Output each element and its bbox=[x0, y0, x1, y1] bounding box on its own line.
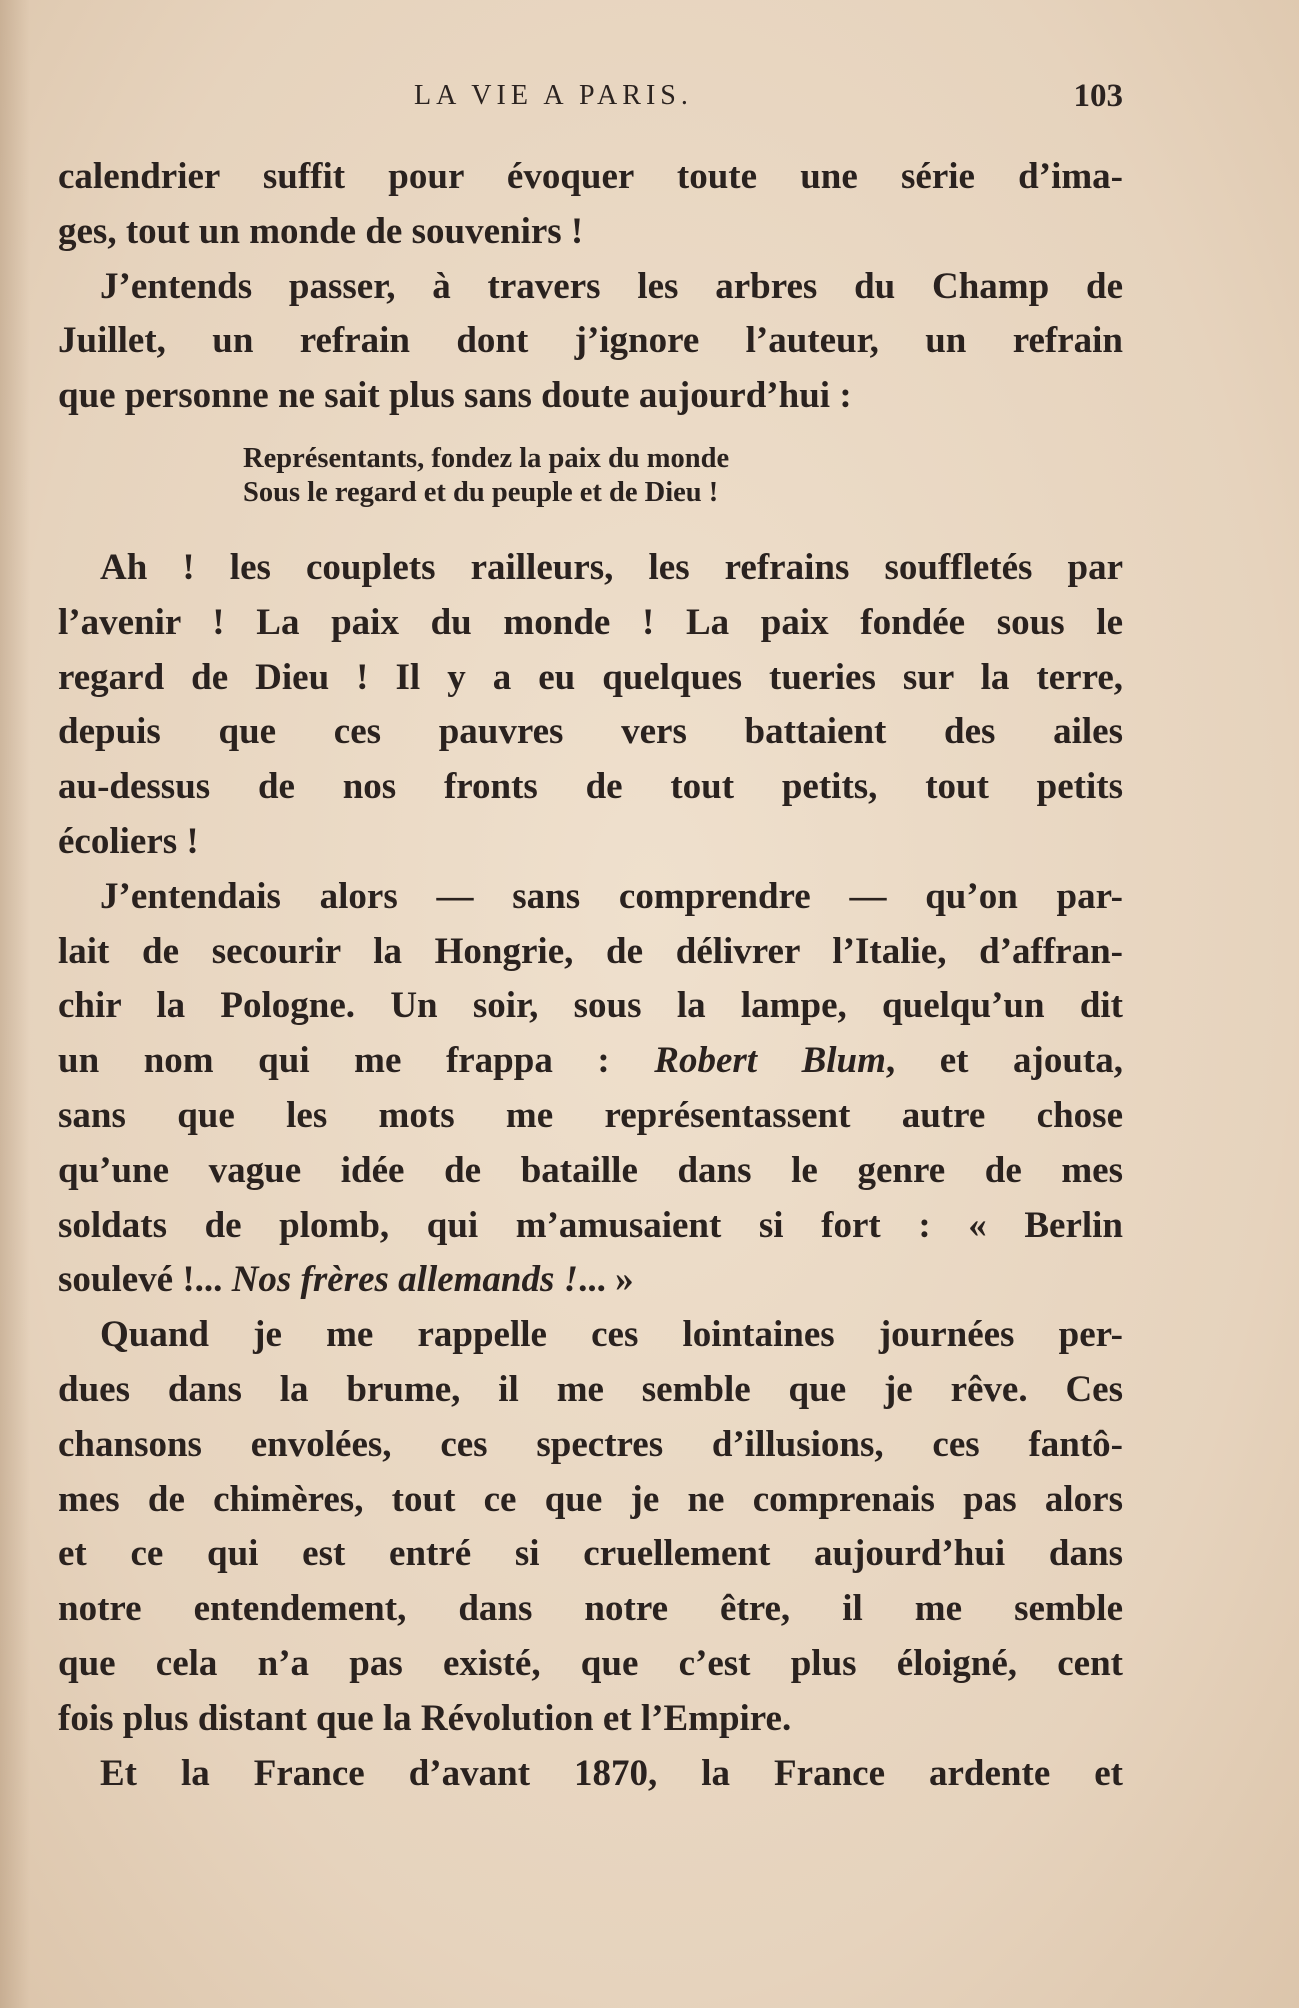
text-line: Et la France d’avant 1870, la France ardente et bbox=[100, 1752, 1123, 1794]
text-line: J’entends passer, à travers les arbres du Champ de bbox=[100, 265, 1123, 307]
text-line: soldats de plomb, qui m’amusaient si fort : « Berlin bbox=[58, 1204, 1123, 1246]
italic-quote: Nos frères allemands ! bbox=[231, 1259, 579, 1301]
text-line: qu’une vague idée de bataille dans le genre de mes bbox=[58, 1149, 1123, 1191]
text-line: et ce qui est entré si cruellement aujourd’hui dans bbox=[58, 1533, 1123, 1575]
text-line: Quand je me rappelle ces lointaines journées per- bbox=[100, 1314, 1123, 1356]
text-line: mes de chimères, tout ce que je ne comprenais pas alors bbox=[58, 1478, 1123, 1520]
text-line: sans que les mots me représentassent autre chose bbox=[58, 1094, 1123, 1136]
text-line: calendrier suffit pour évoquer toute une série d’ima- bbox=[58, 156, 1123, 197]
text-line: que cela n’a pas existé, que c’est plus éloigné, cent bbox=[58, 1642, 1123, 1684]
text-line: ges, tout un monde de souvenirs ! bbox=[58, 210, 584, 252]
text-line: dues dans la brume, il me semble que je rêve. Ces bbox=[58, 1368, 1123, 1410]
running-title: LA VIE A PARIS. bbox=[414, 80, 693, 111]
text-line bbox=[58, 1034, 1123, 1089]
text-line: notre entendement, dans notre être, il me semble bbox=[58, 1588, 1123, 1630]
page-number: 103 bbox=[1073, 78, 1123, 114]
text-line: chansons envolées, ces spectres d’illusions, ces fantô- bbox=[58, 1423, 1123, 1465]
text-segment: ... » bbox=[578, 1259, 634, 1301]
verse-line: Sous le regard et du peuple et de Dieu ! bbox=[243, 476, 719, 508]
text-line: que personne ne sait plus sans doute aujourd’hui : bbox=[58, 375, 852, 417]
text-segment: soulevé !... bbox=[58, 1259, 232, 1301]
text-line: l’avenir ! La paix du monde ! La paix fondée sous le bbox=[58, 601, 1123, 643]
text-line: regard de Dieu ! Il y a eu quelques tueries sur la terre, bbox=[58, 656, 1123, 698]
text-line: chir la Pologne. Un soir, sous la lampe, quelqu’un dit bbox=[58, 985, 1123, 1027]
body-text bbox=[58, 150, 1123, 1801]
verse-line: Représentants, fondez la paix du monde bbox=[243, 442, 730, 474]
text-line: J’entendais alors — sans comprendre — qu’on par- bbox=[100, 875, 1123, 917]
text-segment: un nom qui me frappa : bbox=[58, 1040, 655, 1082]
italic-name: Robert Blum bbox=[654, 1040, 886, 1082]
text-line: Juillet, un refrain dont j’ignore l’auteur, un refrain bbox=[58, 320, 1123, 362]
text-line: écoliers ! bbox=[58, 820, 199, 862]
page-gutter-shadow bbox=[0, 0, 30, 2008]
text-line: au-dessus de nos fronts de tout petits, tout petits bbox=[58, 766, 1123, 808]
text-segment: , et ajouta, bbox=[885, 1040, 1123, 1082]
verse-quotation bbox=[58, 442, 1123, 510]
text-line: lait de secourir la Hongrie, de délivrer l’Italie, d’affran- bbox=[58, 930, 1123, 972]
text-line bbox=[58, 1253, 1123, 1308]
text-line: Ah ! les couplets railleurs, les refrains souffletés par bbox=[100, 546, 1123, 588]
text-line: fois plus distant que la Révolution et l’Empire. bbox=[58, 1697, 792, 1739]
running-header bbox=[58, 78, 1123, 118]
text-line: depuis que ces pauvres vers battaient des ailes bbox=[58, 711, 1123, 753]
